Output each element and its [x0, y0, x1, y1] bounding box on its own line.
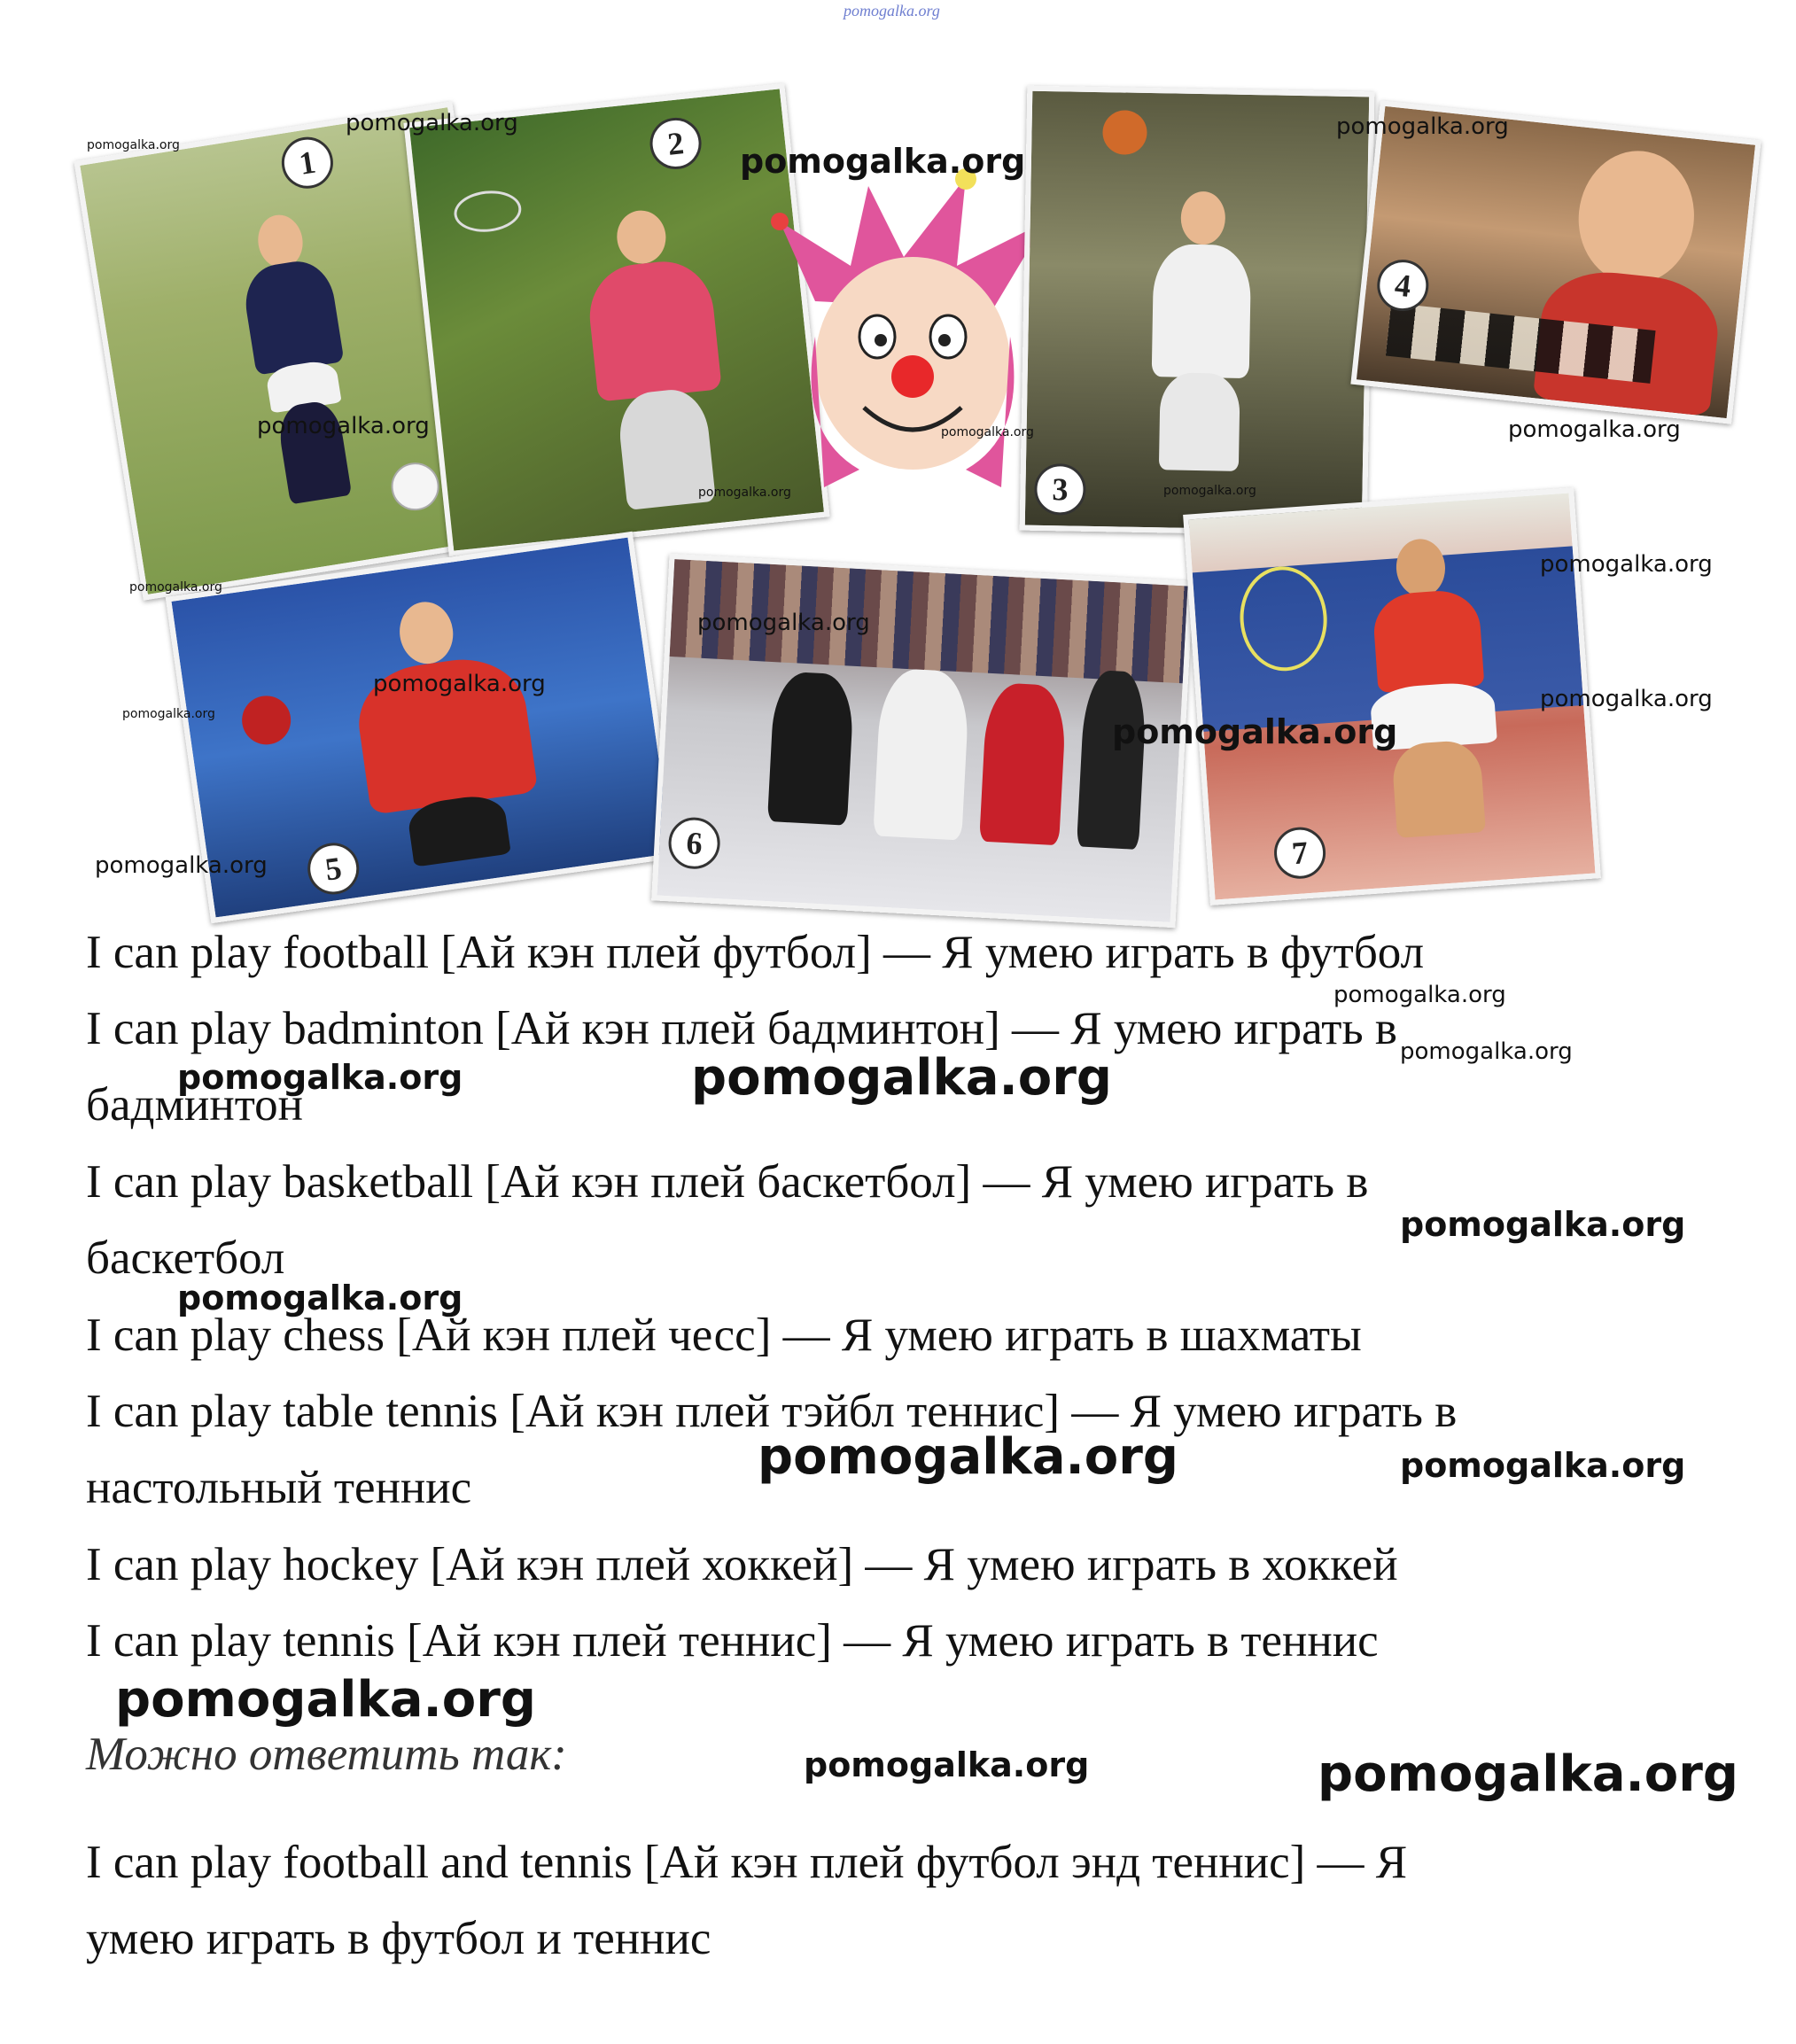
- watermark: pomogalka.org: [941, 425, 1034, 439]
- watermark: pomogalka.org: [804, 1745, 1090, 1784]
- jester-illustration: [762, 168, 1063, 487]
- answer-line-chess: I can play chess [Ай кэн плей чесс] — Я умею играть в шахматы: [86, 1310, 1362, 1361]
- photo-number-badge: 1: [278, 133, 337, 191]
- watermark: pomogalka.org: [95, 852, 268, 879]
- top-watermark: pomogalka.org: [844, 2, 940, 19]
- watermark: pomogalka.org: [1400, 1205, 1686, 1244]
- watermark: pomogalka.org: [691, 1049, 1112, 1107]
- watermark: pomogalka.org: [373, 671, 546, 697]
- sports-photo-collage: [89, 84, 1728, 888]
- answer-line-table-tennis-cont: настольный теннис: [86, 1462, 472, 1513]
- photo-number-badge: 5: [304, 840, 362, 898]
- answer-line-badminton: I can play badminton [Ай кэн плей бадминтон] — Я умею играть в: [86, 1003, 1397, 1054]
- watermark: pomogalka.org: [1540, 686, 1713, 712]
- alt-answer-line-cont: умею играть в футбол и теннис: [86, 1913, 711, 1964]
- watermark: pomogalka.org: [1163, 484, 1256, 498]
- photo-number-badge: 6: [667, 816, 721, 870]
- photo-chess: [1350, 100, 1761, 424]
- watermark: pomogalka.org: [177, 1058, 463, 1097]
- alt-answer-heading: Можно ответить так:: [86, 1729, 567, 1780]
- photo-number-badge: 7: [1272, 826, 1327, 881]
- watermark: pomogalka.org: [1336, 113, 1509, 140]
- answer-line-table-tennis: I can play table tennis [Ай кэн плей тэйбл теннис] — Я умею играть в: [86, 1386, 1458, 1437]
- watermark: pomogalka.org: [1400, 1038, 1573, 1065]
- watermark: pomogalka.org: [1318, 1745, 1738, 1803]
- watermark: pomogalka.org: [129, 580, 222, 595]
- answer-line-football: I can play football [Ай кэн плей футбол] — Я умею играть в футбол: [86, 927, 1425, 978]
- answer-line-badminton-cont: бадминтон: [86, 1079, 304, 1131]
- watermark: pomogalka.org: [1333, 982, 1506, 1008]
- photo-tennis: [1183, 487, 1601, 905]
- watermark: pomogalka.org: [1400, 1446, 1686, 1485]
- answer-line-basketball-cont: баскетбол: [86, 1232, 285, 1284]
- alt-answer-line: I can play football and tennis [Ай кэн плей футбол энд теннис] — Я: [86, 1837, 1408, 1888]
- photo-number-badge: 4: [1374, 257, 1431, 314]
- watermark: pomogalka.org: [177, 1278, 463, 1317]
- answer-line-hockey: I can play hockey [Ай кэн плей хоккей] — Я умею играть в хоккей: [86, 1539, 1398, 1590]
- watermark: pomogalka.org: [740, 142, 1026, 181]
- watermark: pomogalka.org: [122, 707, 215, 721]
- photo-basketball: [1020, 86, 1375, 537]
- watermark: pomogalka.org: [697, 610, 870, 636]
- answer-line-basketball: I can play basketball [Ай кэн плей баскетбол] — Я умею играть в: [86, 1156, 1369, 1208]
- watermark: pomogalka.org: [698, 486, 791, 500]
- answer-line-tennis: I can play tennis [Ай кэн плей теннис] — Я умею играть в теннис: [86, 1615, 1379, 1667]
- watermark: pomogalka.org: [1112, 712, 1398, 751]
- watermark: pomogalka.org: [257, 413, 430, 439]
- watermark: pomogalka.org: [87, 138, 180, 152]
- photo-number-badge: 3: [1034, 463, 1086, 516]
- watermark: pomogalka.org: [1540, 551, 1713, 578]
- watermark: pomogalka.org: [346, 110, 518, 136]
- watermark: pomogalka.org: [1508, 416, 1681, 443]
- watermark: pomogalka.org: [115, 1671, 536, 1729]
- watermark: pomogalka.org: [758, 1428, 1178, 1486]
- photo-number-badge: 2: [648, 115, 704, 172]
